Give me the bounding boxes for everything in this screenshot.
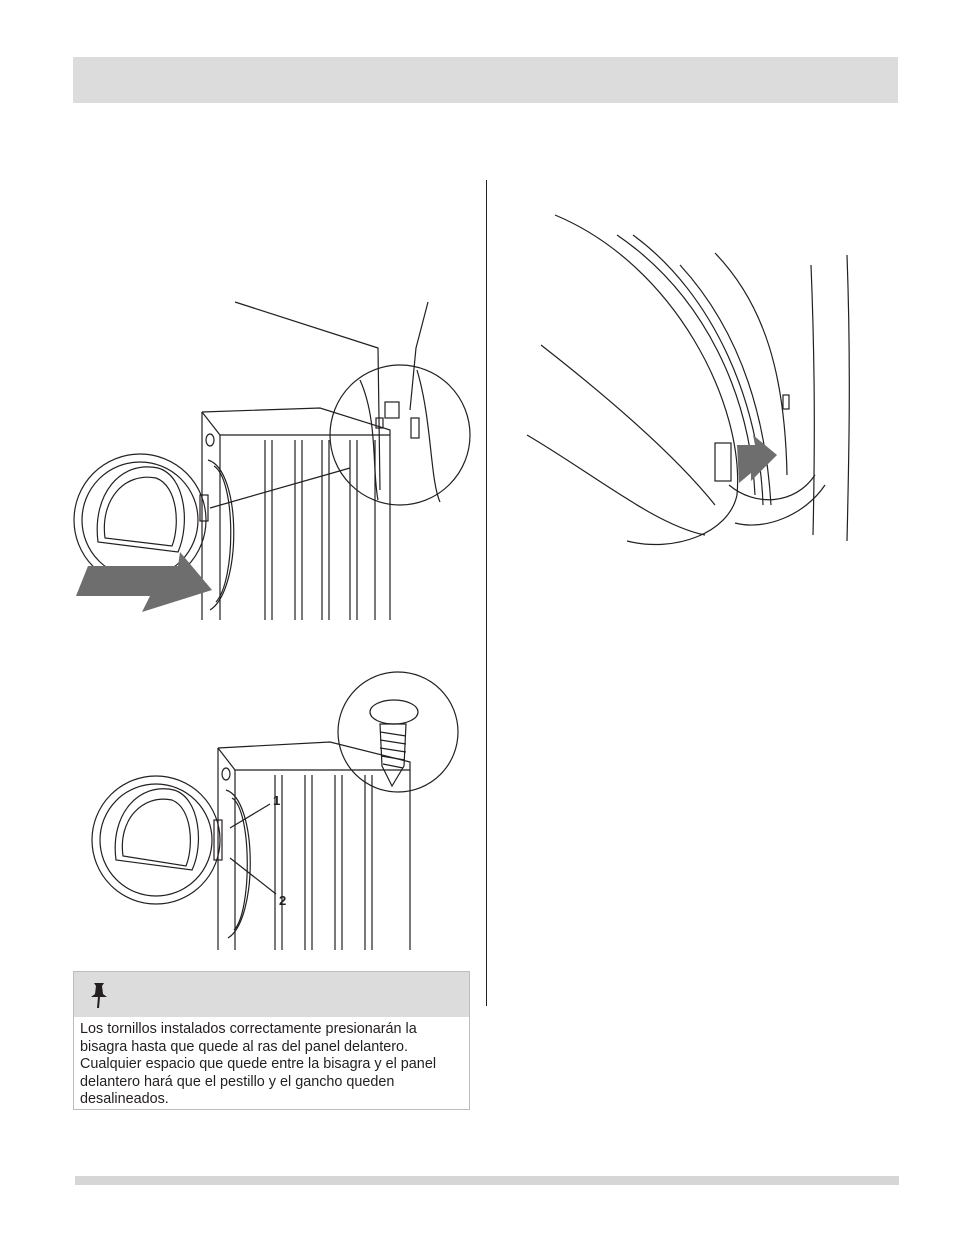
callout-2: 2: [279, 893, 287, 908]
footer-bar: [75, 1176, 899, 1185]
column-divider: [486, 180, 487, 1006]
door-open-hinge-figure: [60, 290, 480, 630]
door-latch-closeup-figure: [515, 205, 865, 555]
pushpin-icon: [88, 980, 114, 1010]
header-bar: [73, 57, 898, 103]
note-text: Los tornillos instalados correctamente presionarán la bisagra hasta que quede al ras del panel delantero. Cualquier espacio que quede entre la bisagra y el panel delantero hará que el pestillo y el gancho queden desalineados.: [80, 1021, 437, 1107]
callout-1: 1: [273, 793, 281, 808]
note-box: [73, 971, 470, 1110]
screw-installation-figure: [80, 670, 480, 960]
note-header: [74, 972, 469, 1017]
